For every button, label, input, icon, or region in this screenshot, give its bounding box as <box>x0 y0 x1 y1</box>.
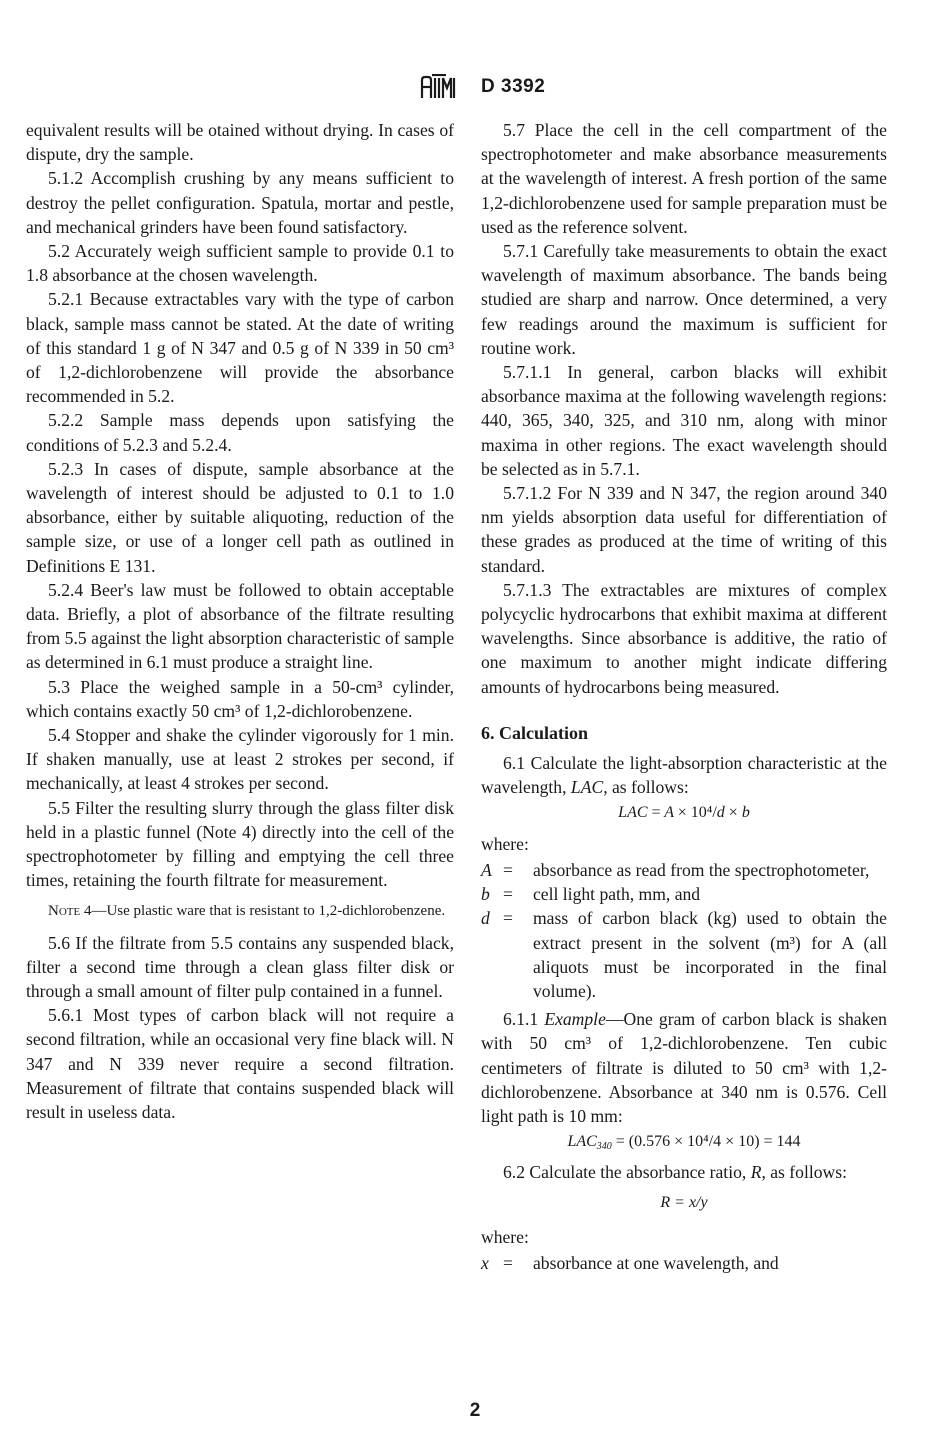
paragraph-text: , as follows: <box>603 777 689 798</box>
formula-term: × <box>728 804 738 822</box>
paragraph-5-7-1-2: 5.7.1.2 For N 339 and N 347, the region around 340 nm yields absorption data useful for differentiation of these grades as produced at the time of writing of this standard. <box>481 483 887 576</box>
definition-symbol: x <box>481 1252 489 1273</box>
astm-logo <box>418 74 460 102</box>
formula-lhs: LAC <box>567 1133 597 1151</box>
paragraph-5-4: 5.4 Stopper and shake the cylinder vigorously for 1 min. If shaken manually, use at least 2 strokes per second, if mechanically, at least 4 strokes per second. <box>26 725 454 794</box>
paragraph-text: 6.2 Calculate the absorbance ratio, <box>503 1162 751 1183</box>
definition-equals: = <box>503 908 513 929</box>
definition-equals: = <box>503 1252 513 1273</box>
paragraph-text: , as follows: <box>761 1162 847 1183</box>
paragraph-6-2 <box>481 1160 887 1184</box>
definition-row <box>481 906 887 1003</box>
definition-text: absorbance at one wavelength, and <box>533 1252 779 1273</box>
definition-text: mass of carbon black (kg) used to obtain the extract present in the solvent (m³) for A (all aliquots must be incorporated in the final volume). <box>533 908 887 1001</box>
definition-text: absorbance as read from the spectrophotometer, <box>533 859 870 880</box>
definitions-list <box>481 858 887 1003</box>
formula-term: × 10⁴/ <box>677 804 717 822</box>
paragraph-5-2-2: 5.2.2 Sample mass depends upon satisfying the conditions of 5.2.3 and 5.2.4. <box>26 410 454 455</box>
note-text: —Use plastic ware that is resistant to 1,2-dichlorobenzene. <box>91 902 446 919</box>
paragraph-5-2: 5.2 Accurately weigh sufficient sample to provide 0.1 to 1.8 absorbance at the chosen wavelength. <box>26 241 454 286</box>
page-header <box>0 74 950 104</box>
paragraph-5-6-1: 5.6.1 Most types of carbon black will not require a second filtration, while an occasional very fine black will. N 347 and N 339 never require a second filtration. Measurement of filtrate that contains suspended black will result in useless data. <box>26 1005 454 1122</box>
paragraph-6-1 <box>481 751 887 799</box>
paragraph-5-2-4: 5.2.4 Beer's law must be followed to obtain acceptable data. Briefly, a plot of absorbance of the filtrate resulting from 5.5 against the light absorption characteristic of sample as determined in 6.1 must produce a straight line. <box>26 579 454 673</box>
paragraph-5-2-3: 5.2.3 In cases of dispute, sample absorbance at the wavelength of interest should be adjusted to 0.1 to 1.0 absorbance, either by suitable aliquoting, reduction of the sample size, or use of a longer cell path as outlined in Definitions E 131. <box>26 458 454 576</box>
section-heading-calculation: 6. Calculation <box>481 722 589 743</box>
paragraph-text: 6.1 Calculate the light-absorption characteristic at the wavelength, <box>481 753 887 798</box>
formula-lhs: LAC <box>618 804 648 822</box>
left-column <box>26 118 454 1124</box>
definition-symbol: A <box>481 859 492 880</box>
definition-symbol: b <box>481 884 490 905</box>
formula-ratio <box>481 1191 887 1215</box>
paragraph-6-1-1 <box>481 1007 887 1128</box>
definition-row <box>481 882 887 906</box>
paragraph-5-1-2: 5.1.2 Accomplish crushing by any means sufficient to destroy the pellet configuration. Spatula, mortar and pestle, and mechanical grinders have been found satisfactory. <box>26 168 454 237</box>
paragraph-5-7-1: 5.7.1 Carefully take measurements to obtain the exact wavelength of maximum absorbance. The bands being studied are sharp and narrow. Once determined, a very few readings around the maximum is sufficient for routine work. <box>481 241 887 358</box>
symbol: LAC <box>570 777 604 798</box>
definition-text: cell light path, mm, and <box>533 884 701 905</box>
paragraph-5-7-1-1: 5.7.1.1 In general, carbon blacks will exhibit absorbance maxima at the following wavelength regions: 440, 365, 340, 325, and 310 nm, along with minor maxima in other regions. The exact wavelength should be selected as in 5.7.1. <box>481 362 887 479</box>
formula-lac: LAC = A × 10⁴/d × b <box>618 804 750 822</box>
page-number: 2 <box>469 1400 481 1421</box>
paragraph-5-5: 5.5 Filter the resulting slurry through the glass filter disk held in a plastic funnel (Note 4) directly into the cell of the spectrophotometer by filling and emptying the cell three times, retaining the fourth filtrate for measurement. <box>26 797 454 891</box>
formula-term: A <box>664 804 674 822</box>
paragraph-5-3: 5.3 Place the weighed sample in a 50-cm³ cylinder, which contains exactly 50 cm³ of 1,2-dichlorobenzene. <box>26 676 454 721</box>
note-label: Note 4 <box>48 902 92 919</box>
where-label: where: <box>481 1226 529 1247</box>
paragraph-5-7: 5.7 Place the cell in the cell compartment of the spectrophotometer and make absorbance measurements at the wavelength of interest. A fresh portion of the same 1,2-dichlorobenzene used for sample preparation must be used as the reference solvent. <box>481 120 887 237</box>
paragraph-text: 6.1.1 <box>503 1009 545 1030</box>
formula-lhs: R <box>660 1193 671 1211</box>
formula-term: d <box>716 804 725 822</box>
formula-subscript: 340 <box>596 1141 612 1153</box>
definition-row <box>481 1251 887 1275</box>
paragraph: equivalent results will be otained without drying. In cases of dispute, dry the sample. <box>26 120 454 165</box>
definitions-list <box>481 1251 887 1275</box>
formula-term: b <box>741 804 750 822</box>
paragraph-5-6: 5.6 If the filtrate from 5.5 contains any suspended black, filter a second time through a clean glass filter disk or through a small amount of filter pulp contained in a funnel. <box>26 932 454 1001</box>
standard-designation: D 3392 <box>481 76 546 97</box>
where-label: where: <box>481 833 529 854</box>
definition-equals: = <box>503 859 513 880</box>
symbol: R <box>750 1162 762 1183</box>
formula-rhs: = x/y <box>674 1193 708 1211</box>
definition-symbol: d <box>481 908 490 929</box>
right-column <box>481 118 887 1279</box>
definition-equals: = <box>503 884 513 905</box>
formula-lac340 <box>481 1130 887 1154</box>
paragraph-5-2-1: 5.2.1 Because extractables vary with the type of carbon black, sample mass cannot be stated. At the date of writing of this standard 1 g of N 347 and 0.5 g of N 339 in 50 cm³ of 1,2-dichlorobenzene will provide the absorbance recommended in 5.2. <box>26 289 454 407</box>
formula-rhs: = (0.576 × 10⁴/4 × 10) = 144 <box>615 1133 801 1151</box>
note-4 <box>26 902 454 921</box>
definition-row <box>481 858 887 882</box>
paragraph-5-7-1-3: 5.7.1.3 The extractables are mixtures of complex polycyclic hydrocarbons that exhibit maxima at different wavelengths. Since absorbance is additive, the ratio of one maximum to another might indicate differing amounts of hydrocarbons being measured. <box>481 579 887 697</box>
paragraph-text: —One gram of carbon black is shaken with 50 cm³ of 1,2-dichlorobenzene. Ten cubic centimeters of filtrate is diluted to 50 cm³ with 1,2-dichlorobenzene. Absorbance at 340 nm is 0.576. Cell light path is 10 mm: <box>481 1009 887 1126</box>
example-label: Example <box>544 1009 606 1030</box>
